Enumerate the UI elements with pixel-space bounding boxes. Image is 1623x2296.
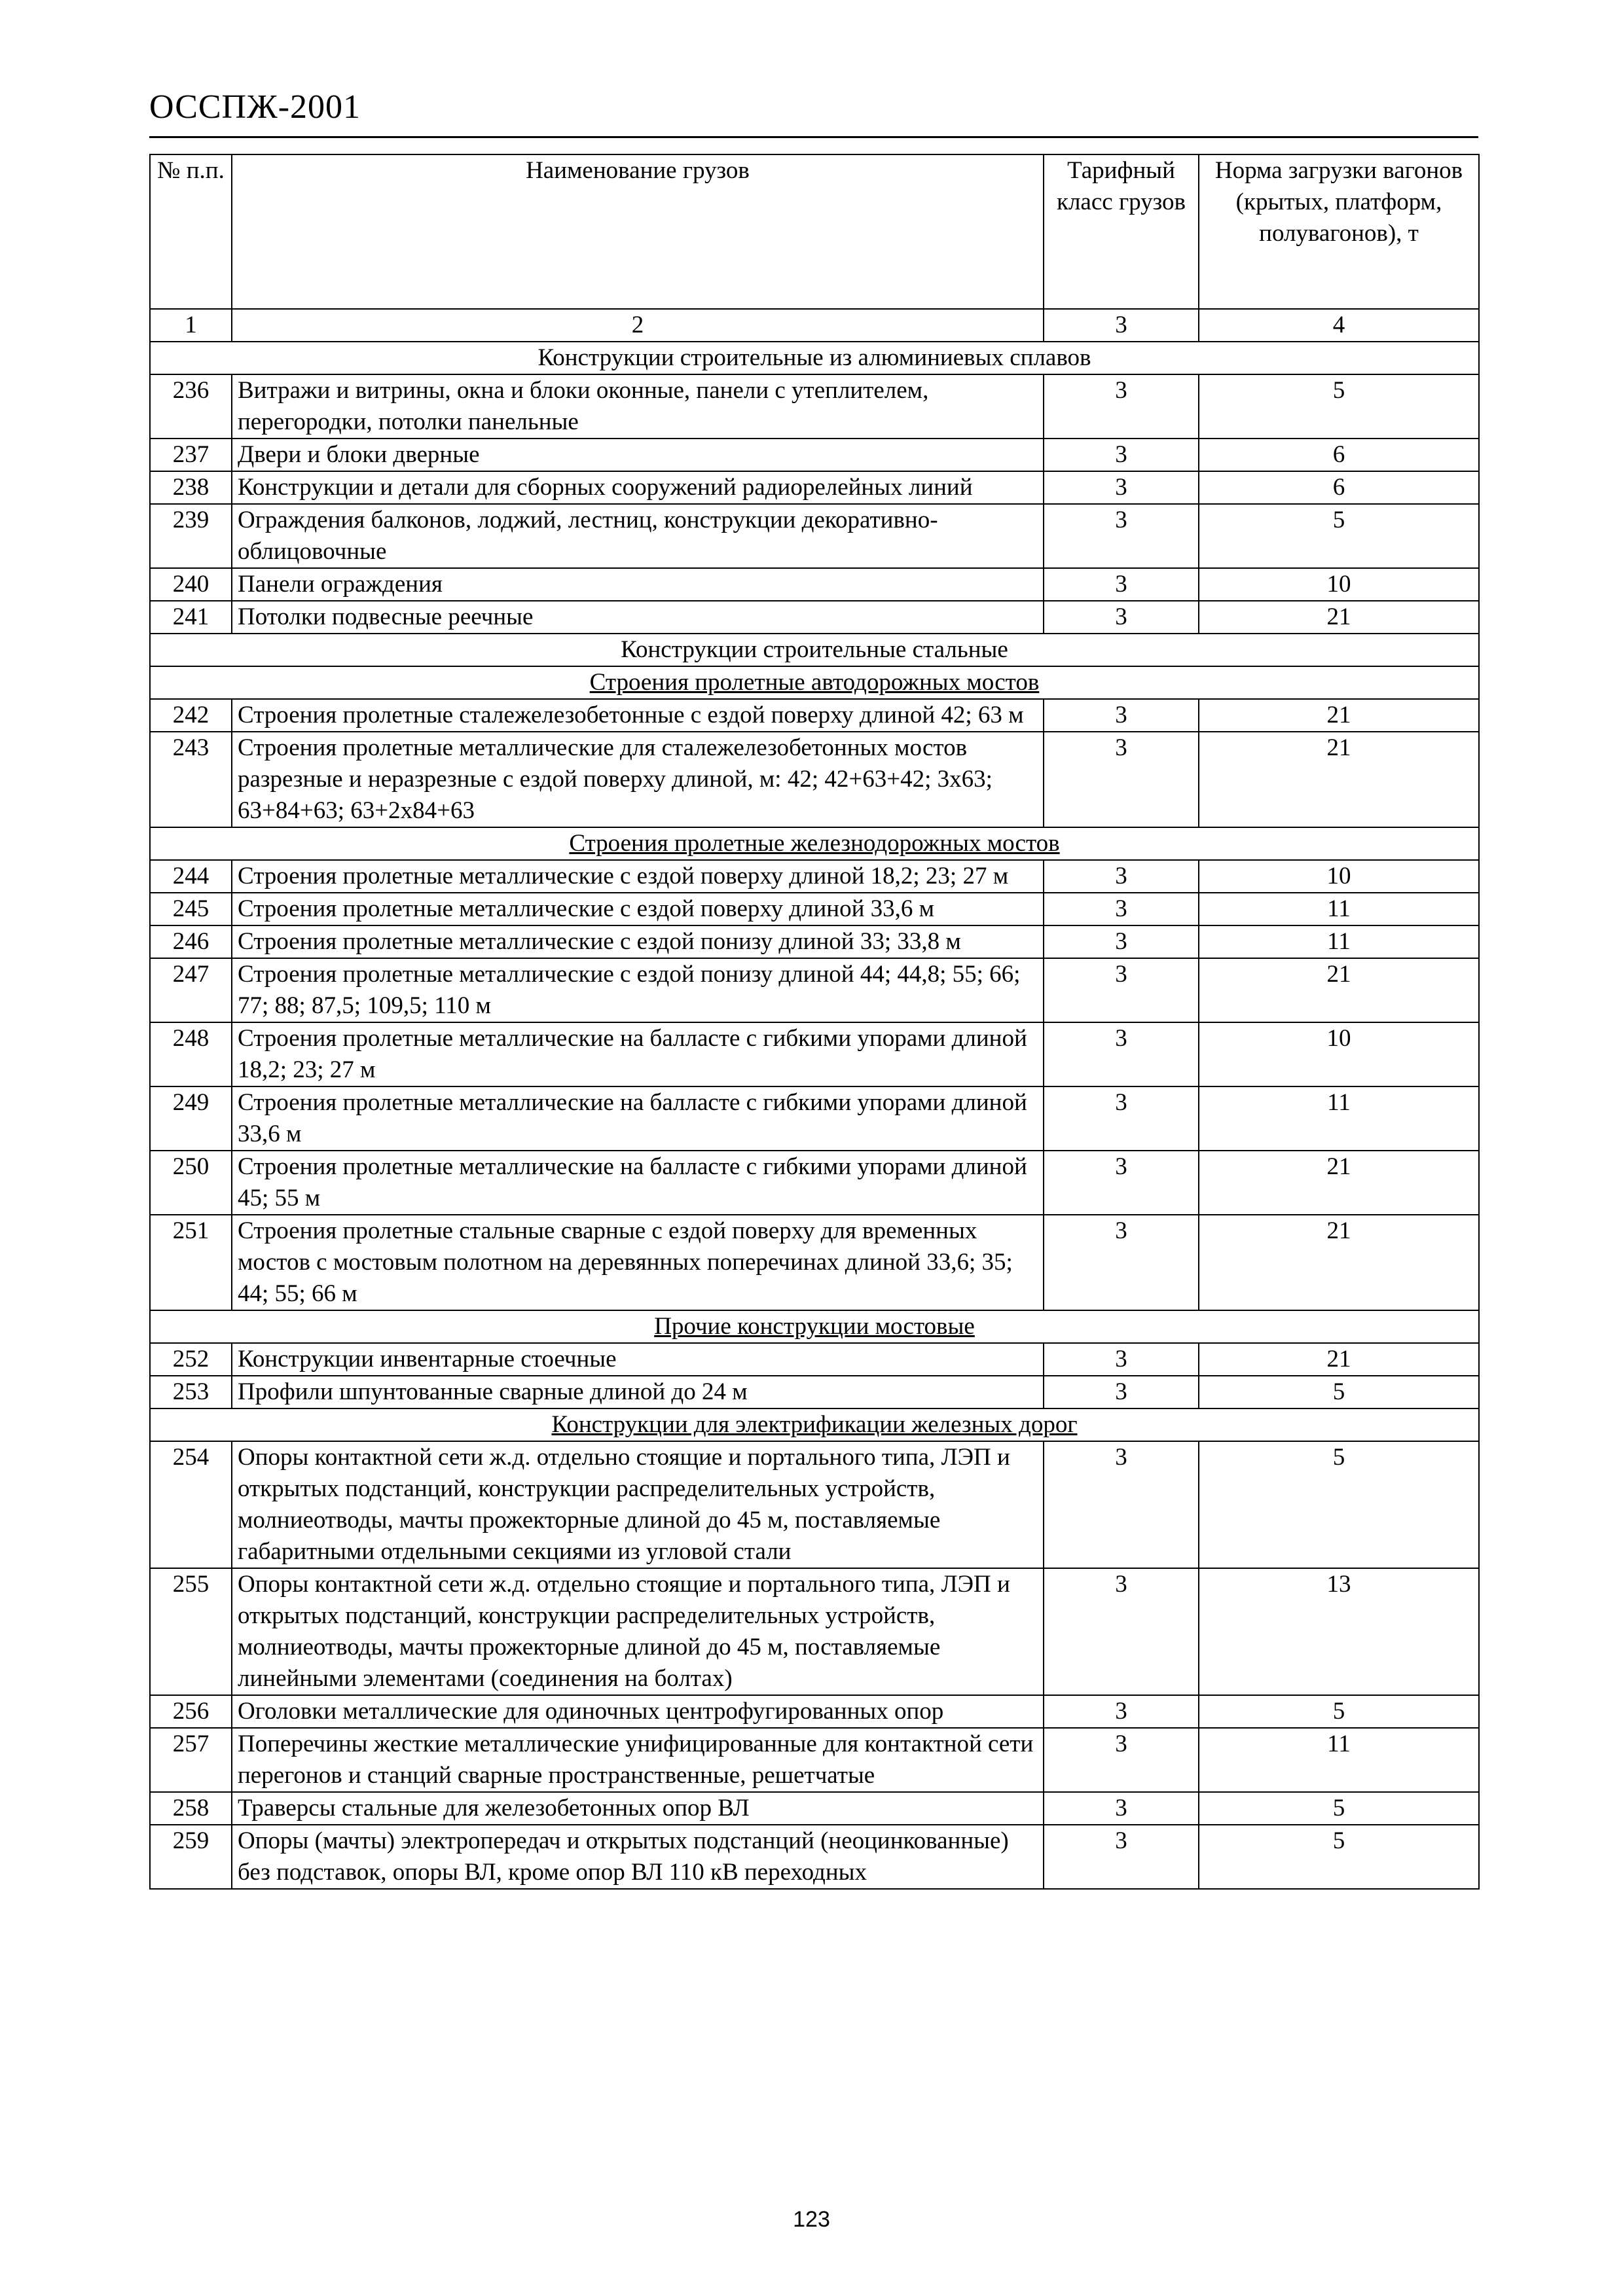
table-row xyxy=(150,925,1479,958)
table-row xyxy=(150,958,1479,1022)
group-title-row xyxy=(150,342,1479,374)
cargo-name: Оголовки металлические для одиночных центрофугированных опор xyxy=(232,1695,1044,1728)
row-number: 252 xyxy=(150,1343,232,1376)
cargo-name: Траверсы стальные для железобетонных опор ВЛ xyxy=(232,1792,1044,1825)
load-norm: 21 xyxy=(1199,1343,1479,1376)
table-row xyxy=(150,374,1479,439)
row-number: 241 xyxy=(150,601,232,634)
tariff-class: 3 xyxy=(1044,1151,1199,1215)
subgroup-title-row xyxy=(150,827,1479,860)
header-rule xyxy=(149,136,1478,138)
tariff-class: 3 xyxy=(1044,893,1199,925)
tariff-class: 3 xyxy=(1044,568,1199,601)
table-body xyxy=(150,342,1479,1889)
load-norm: 13 xyxy=(1199,1568,1479,1695)
table-row xyxy=(150,1215,1479,1310)
cargo-name: Двери и блоки дверные xyxy=(232,439,1044,471)
tariff-class: 3 xyxy=(1044,1825,1199,1889)
row-number: 247 xyxy=(150,958,232,1022)
row-number: 248 xyxy=(150,1022,232,1086)
row-number: 256 xyxy=(150,1695,232,1728)
group-title: Конструкции строительные из алюминиевых сплавов xyxy=(150,342,1479,374)
row-number: 245 xyxy=(150,893,232,925)
tariff-class: 3 xyxy=(1044,374,1199,439)
tariff-class: 3 xyxy=(1044,699,1199,732)
load-norm: 5 xyxy=(1199,374,1479,439)
cargo-name: Строения пролетные металлические на балласте с гибкими упорами длиной 18,2; 23; 27 м xyxy=(232,1022,1044,1086)
page-number: 123 xyxy=(793,2207,830,2232)
load-norm: 21 xyxy=(1199,958,1479,1022)
row-number: 240 xyxy=(150,568,232,601)
tariff-class: 3 xyxy=(1044,925,1199,958)
column-header-number: № п.п. xyxy=(150,154,232,309)
table-row xyxy=(150,1086,1479,1151)
column-header-tariff-class: Тарифный класс грузов xyxy=(1044,154,1199,309)
table-row xyxy=(150,1568,1479,1695)
row-number: 249 xyxy=(150,1086,232,1151)
row-number: 254 xyxy=(150,1441,232,1568)
cargo-name: Профили шпунтованные сварные длиной до 24 м xyxy=(232,1376,1044,1408)
table-row xyxy=(150,471,1479,504)
column-number: 1 xyxy=(150,309,232,342)
tariff-class: 3 xyxy=(1044,958,1199,1022)
table-row xyxy=(150,699,1479,732)
load-norm: 6 xyxy=(1199,439,1479,471)
table-row xyxy=(150,1695,1479,1728)
cargo-name: Витражи и витрины, окна и блоки оконные, панели с утеплителем, перегородки, потолки панельные xyxy=(232,374,1044,439)
cargo-name: Строения пролетные металлические на балласте с гибкими упорами длиной 33,6 м xyxy=(232,1086,1044,1151)
tariff-class: 3 xyxy=(1044,1792,1199,1825)
table-row xyxy=(150,568,1479,601)
cargo-name: Строения пролетные металлические с ездой поверху длиной 33,6 м xyxy=(232,893,1044,925)
cargo-name: Опоры контактной сети ж.д. отдельно стоящие и портального типа, ЛЭП и открытых подстанций, конструкции распределительных устройств, молниеотводы, мачты прожекторные длиной до 45 м, поставляемые линейными элементами (соединения на болтах) xyxy=(232,1568,1044,1695)
tariff-class: 3 xyxy=(1044,1695,1199,1728)
tariff-class: 3 xyxy=(1044,1728,1199,1792)
row-number: 258 xyxy=(150,1792,232,1825)
row-number: 257 xyxy=(150,1728,232,1792)
load-norm: 5 xyxy=(1199,504,1479,568)
load-norm: 5 xyxy=(1199,1376,1479,1408)
cargo-table xyxy=(149,154,1480,1890)
tariff-class: 3 xyxy=(1044,439,1199,471)
table-row xyxy=(150,601,1479,634)
row-number: 239 xyxy=(150,504,232,568)
row-number: 259 xyxy=(150,1825,232,1889)
table-row xyxy=(150,860,1479,893)
group-title: Конструкции строительные стальные xyxy=(150,634,1479,666)
load-norm: 5 xyxy=(1199,1441,1479,1568)
table-row xyxy=(150,1343,1479,1376)
load-norm: 5 xyxy=(1199,1825,1479,1889)
cargo-name: Поперечины жесткие металлические унифицированные для контактной сети перегонов и станций сварные пространственные, решетчатые xyxy=(232,1728,1044,1792)
load-norm: 21 xyxy=(1199,732,1479,827)
row-number: 246 xyxy=(150,925,232,958)
table-head xyxy=(150,154,1479,342)
table-row xyxy=(150,504,1479,568)
load-norm: 21 xyxy=(1199,1215,1479,1310)
cargo-name: Опоры (мачты) электропередач и открытых подстанций (неоцинкованные) без подставок, опоры ВЛ, кроме опор ВЛ 110 кВ переходных xyxy=(232,1825,1044,1889)
subgroup-title-row xyxy=(150,1408,1479,1441)
cargo-name: Строения пролетные металлические с ездой понизу длиной 33; 33,8 м xyxy=(232,925,1044,958)
load-norm: 11 xyxy=(1199,893,1479,925)
cargo-name: Строения пролетные металлические с ездой понизу длиной 44; 44,8; 55; 66; 77; 88; 87,5; 109,5; 110 м xyxy=(232,958,1044,1022)
column-number: 2 xyxy=(232,309,1044,342)
document-code-title: ОССПЖ-2001 xyxy=(149,88,361,126)
tariff-class: 3 xyxy=(1044,732,1199,827)
load-norm: 21 xyxy=(1199,699,1479,732)
load-norm: 21 xyxy=(1199,601,1479,634)
cargo-name: Строения пролетные металлические для сталежелезобетонных мостов разрезные и неразрезные с ездой поверху длиной, м: 42; 42+63+42; 3х63; 63+84+63; 63+2х84+63 xyxy=(232,732,1044,827)
column-number: 3 xyxy=(1044,309,1199,342)
tariff-class: 3 xyxy=(1044,1022,1199,1086)
cargo-name: Ограждения балконов, лоджий, лестниц, конструкции декоративно-облицовочные xyxy=(232,504,1044,568)
table-row xyxy=(150,1792,1479,1825)
tariff-class: 3 xyxy=(1044,1441,1199,1568)
load-norm: 5 xyxy=(1199,1792,1479,1825)
load-norm: 11 xyxy=(1199,1728,1479,1792)
load-norm: 21 xyxy=(1199,1151,1479,1215)
cargo-name: Опоры контактной сети ж.д. отдельно стоящие и портального типа, ЛЭП и открытых подстанций, конструкции распределительных устройств, молниеотводы, мачты прожекторные длиной до 45 м, поставляемые габаритными отдельными секциями из угловой стали xyxy=(232,1441,1044,1568)
row-number: 253 xyxy=(150,1376,232,1408)
column-header-name: Наименование грузов xyxy=(232,154,1044,309)
group-title-row xyxy=(150,634,1479,666)
subgroup-title-row xyxy=(150,1310,1479,1343)
column-header-load-norm: Норма загрузки вагонов (крытых, платформ, полувагонов), т xyxy=(1199,154,1479,309)
load-norm: 6 xyxy=(1199,471,1479,504)
row-number: 243 xyxy=(150,732,232,827)
row-number: 242 xyxy=(150,699,232,732)
row-number: 255 xyxy=(150,1568,232,1695)
table-row xyxy=(150,1376,1479,1408)
tariff-class: 3 xyxy=(1044,1343,1199,1376)
table-row xyxy=(150,1022,1479,1086)
row-number: 251 xyxy=(150,1215,232,1310)
load-norm: 10 xyxy=(1199,1022,1479,1086)
row-number: 244 xyxy=(150,860,232,893)
load-norm: 11 xyxy=(1199,925,1479,958)
tariff-class: 3 xyxy=(1044,471,1199,504)
table-row xyxy=(150,1441,1479,1568)
load-norm: 10 xyxy=(1199,860,1479,893)
load-norm: 5 xyxy=(1199,1695,1479,1728)
cargo-name: Панели ограждения xyxy=(232,568,1044,601)
cargo-name: Строения пролетные сталежелезобетонные с ездой поверху длиной 42; 63 м xyxy=(232,699,1044,732)
tariff-class: 3 xyxy=(1044,1568,1199,1695)
tariff-class: 3 xyxy=(1044,1086,1199,1151)
row-number: 250 xyxy=(150,1151,232,1215)
subgroup-title: Строения пролетные железнодорожных мостов xyxy=(150,827,1479,860)
subgroup-title: Конструкции для электрификации железных дорог xyxy=(150,1408,1479,1441)
cargo-name: Конструкции и детали для сборных сооружений радиорелейных линий xyxy=(232,471,1044,504)
tariff-class: 3 xyxy=(1044,601,1199,634)
table-row xyxy=(150,732,1479,827)
cargo-name: Конструкции инвентарные стоечные xyxy=(232,1343,1044,1376)
cargo-name: Потолки подвесные реечные xyxy=(232,601,1044,634)
cargo-name: Строения пролетные стальные сварные с ездой поверху для временных мостов с мостовым полотном на деревянных поперечинах длиной 33,6; 35; 44; 55; 66 м xyxy=(232,1215,1044,1310)
load-norm: 10 xyxy=(1199,568,1479,601)
row-number: 238 xyxy=(150,471,232,504)
table-row xyxy=(150,1151,1479,1215)
cargo-name: Строения пролетные металлические с ездой поверху длиной 18,2; 23; 27 м xyxy=(232,860,1044,893)
subgroup-title: Прочие конструкции мостовые xyxy=(150,1310,1479,1343)
tariff-class: 3 xyxy=(1044,1376,1199,1408)
row-number: 237 xyxy=(150,439,232,471)
tariff-class: 3 xyxy=(1044,504,1199,568)
column-number: 4 xyxy=(1199,309,1479,342)
subgroup-title: Строения пролетные автодорожных мостов xyxy=(150,666,1479,699)
table-row xyxy=(150,1825,1479,1889)
table-row xyxy=(150,893,1479,925)
cargo-name: Строения пролетные металлические на балласте с гибкими упорами длиной 45; 55 м xyxy=(232,1151,1044,1215)
tariff-class: 3 xyxy=(1044,860,1199,893)
row-number: 236 xyxy=(150,374,232,439)
table-row xyxy=(150,439,1479,471)
tariff-class: 3 xyxy=(1044,1215,1199,1310)
table-row xyxy=(150,1728,1479,1792)
subgroup-title-row xyxy=(150,666,1479,699)
load-norm: 11 xyxy=(1199,1086,1479,1151)
